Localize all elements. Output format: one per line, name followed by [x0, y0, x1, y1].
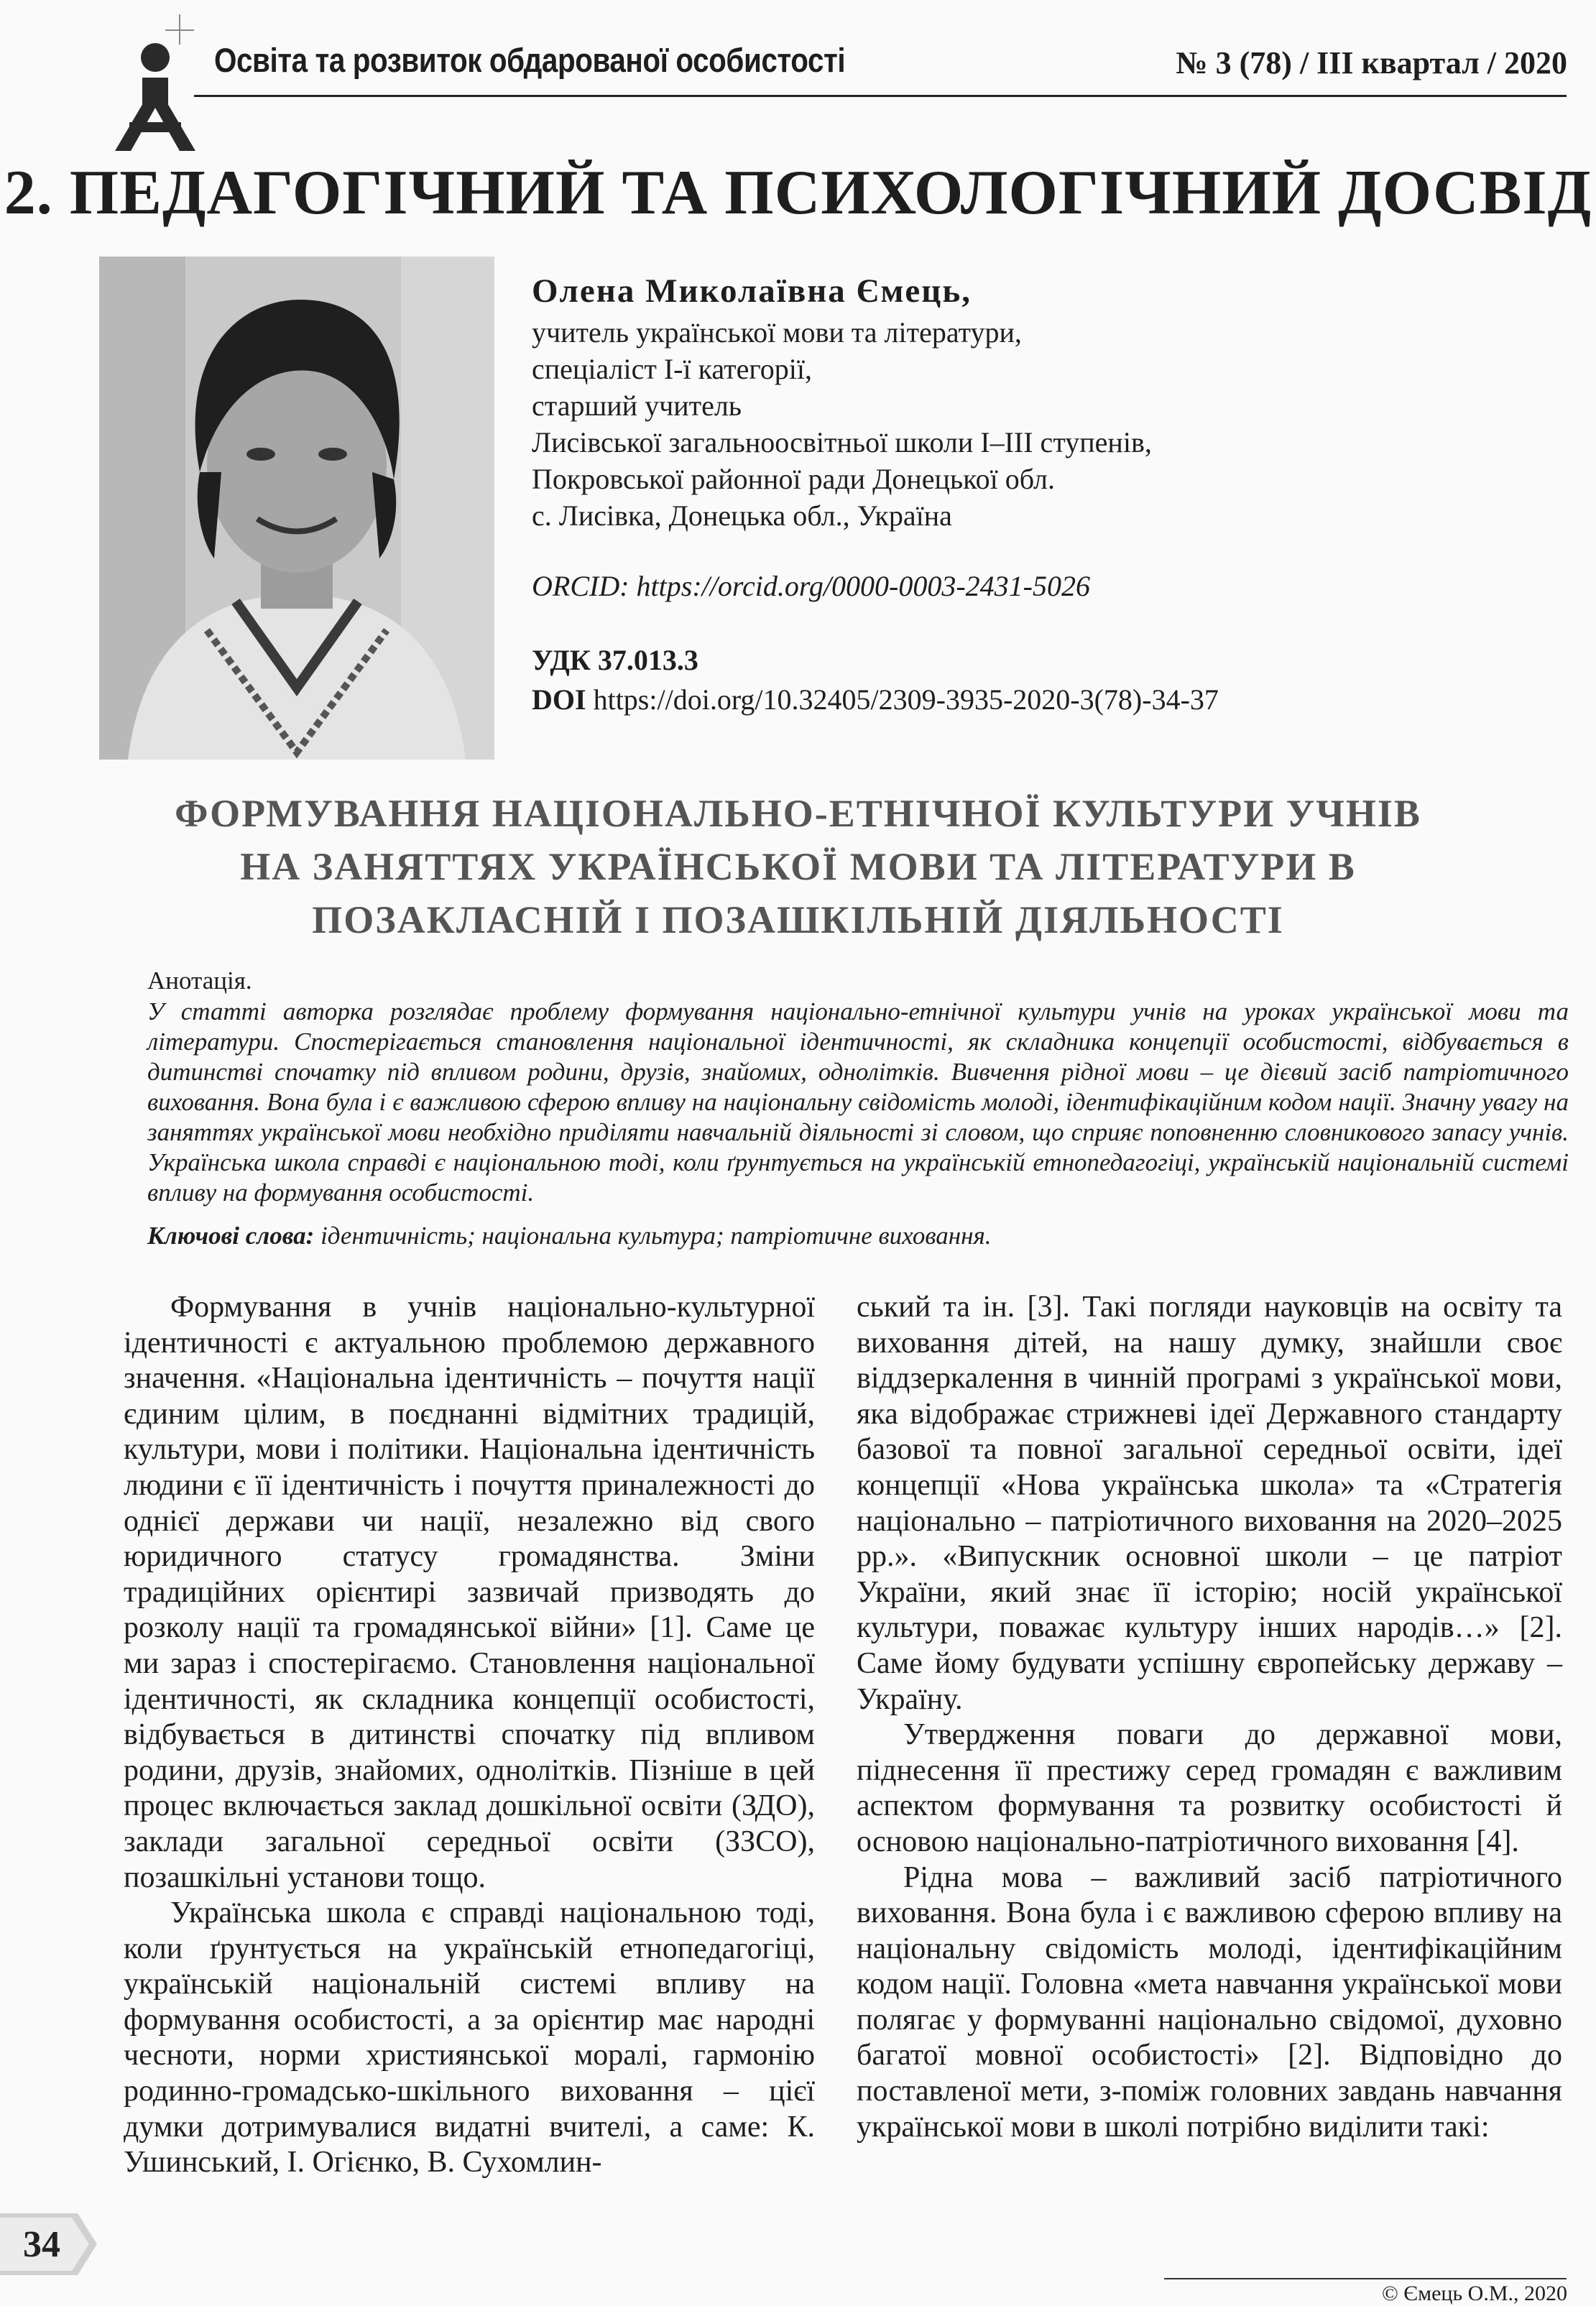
keywords-text: ідентичність; національна культура; патріотичне виховання. [314, 1222, 992, 1250]
orcid-link[interactable]: ORCID: https://orcid.org/0000-0003-2431-5026 [532, 570, 1090, 602]
body-paragraph: Утвердження поваги до державної мови, піднесення її престижу серед громадян є важливим аспектом формування та розвитку особистості й основою національно-патріотичного виховання [4]. [857, 1718, 1562, 1858]
author-affiliation-line: спеціаліст І-ї категорії, [532, 353, 813, 385]
author-block [532, 273, 1552, 534]
body-paragraph: Українська школа є справді національною тоді, коли ґрунтується на українській етнопедагогіці, українській національній системі впливу на формування особистості, а за орієнтир має народні чесноти, норми християнської моралі, гармонію родинно-громадсько-шкільного виховання – цієї думки дотримувалися видатні вчителі, а саме: К. Ушинський, І. Огієнко, В. Сухомлин- [124, 1896, 815, 2180]
author-name: Олена Миколаївна Ємець, [532, 272, 972, 310]
author-affiliation-line: старший учитель [532, 389, 742, 422]
annotation-label: Анотація. [147, 967, 252, 995]
annotation-text: У статті авторка розглядає проблему формування національно-етнічної культури учнів на уроках української мови та літератури. Спостерігається становлення національної ідентичності, як складника концепції особистості, відбувається в дитинстві спочатку під впливом родини, друзів, знайомих, однолітків. Вивчення рідної мови – це дієвий засіб патріотичного виховання. Вона була і є важливою сферою впливу на національну свідомість молоді, ідентифікаційним кодом нації. Значну увагу на заняттях української мови необхідно приділяти навчальній діяльності зі словом, що сприяє поповненню словникового запасу учнів. Українська школа справді є національною тоді, коли ґрунтується на українській етнопедагогіці, українській національній системі впливу на формування особистості. [147, 997, 1569, 1207]
keywords [147, 1222, 992, 1250]
header-divider [194, 95, 1567, 97]
doi-line [532, 683, 1219, 716]
article-title-line: НА ЗАНЯТТЯХ УКРАЇНСЬКОЇ МОВИ ТА ЛІТЕРАТУРИ В [240, 845, 1356, 888]
body-column-left [124, 1290, 815, 2181]
author-affiliation-line: Лисівської загальноосвітньої школи І–ІІІ ступенів, [532, 426, 1152, 458]
doi-label: DOI [532, 683, 586, 716]
article-title-line: ПОЗАКЛАСНІЙ І ПОЗАШКІЛЬНІЙ ДІЯЛЬНОСТІ [312, 898, 1284, 941]
article-title [0, 787, 1596, 946]
journal-logo [108, 14, 201, 158]
body-column-right [857, 1290, 1562, 2145]
author-affiliation-line: с. Лисівка, Донецька обл., Україна [532, 499, 952, 532]
section-title: 2. ПЕДАГОГІЧНИЙ ТА ПСИХОЛОГІЧНИЙ ДОСВІД [4, 158, 1592, 228]
body-paragraph: Рідна мова – важливий засіб патріотичного виховання. Вона була і є важливою сферою впливу на національну свідомість молоді, ідентифікаційним кодом нації. Головна «мета навчання української мови полягає у формуванні національно свідомої, духовно багатої мовної особистості» [2]. Відповідно до поставленої мети, з-поміж головних завдань навчання української мови в школі потрібно виділити такі: [857, 1860, 1562, 2144]
journal-title: Освіта та розвиток обдарованої особистості [214, 41, 846, 79]
page-number: 34 [23, 2224, 60, 2265]
author-photo [99, 257, 494, 760]
udc-code: УДК 37.013.3 [532, 644, 698, 676]
issue-info: № 3 (78) / III квартал / 2020 [1176, 45, 1567, 80]
body-paragraph: ський та ін. [3]. Такі погляди науковців на освіту та виховання дітей, на нашу думку, знайшли своє віддзеркалення в чинній програмі з української мови, яка відображає стрижневі ідеї Державного стандарту базової та повної загальної середньої освіти, ідеї концепції «Нова українська школа» та «Стратегія національно – патріотичного виховання на 2020–2025 рр.». «Випускник основної школи – це патріот України, який знає її історію; носій української культури, поважає культуру інших народів…» [2]. Саме йому будувати успішну європейську державу – Україну. [857, 1291, 1562, 1716]
page-number-badge [0, 2213, 97, 2275]
author-affiliation-line: учитель української мови та літератури, [532, 316, 1022, 349]
article-title-line: ФОРМУВАННЯ НАЦІОНАЛЬНО-ЕТНІЧНОЇ КУЛЬТУРИ УЧНІВ [175, 792, 1421, 835]
keywords-label: Ключові слова: [147, 1222, 315, 1250]
copyright: © Ємець О.М., 2020 [1382, 2282, 1567, 2305]
body-paragraph: Формування в учнів національно-культурної ідентичності є актуальною проблемою державного значення. «Національна ідентичність – почуття нації єдиним цілим, в поєднанні відмітних традицій, культури, мови і політики. Національна ідентичність людини є її ідентичність і почуття приналежності до однієї держави чи нації, незалежно від свого юридичного статусу громадянства. Зміни традиційних орієнтирі зазвичай призводять до розколу нації та громадянської війни» [1]. Саме це ми зараз і спостерігаємо. Становлення національної ідентичності, як складника концепції особистості, відбувається в дитинстві спочатку під впливом родини, друзів, знайомих, однолітків. Пізніше в цей процес включається заклад дошкільної освіти (ЗДО), заклади загальної середньої освіти (ЗЗСО), позашкільні установи тощо. [124, 1291, 815, 1894]
doi-link[interactable]: https://doi.org/10.32405/2309-3935-2020-3(78)-34-37 [593, 683, 1219, 716]
footer-divider [1164, 2278, 1567, 2279]
author-affiliation-line: Покровської районної ради Донецької обл. [532, 463, 1056, 495]
